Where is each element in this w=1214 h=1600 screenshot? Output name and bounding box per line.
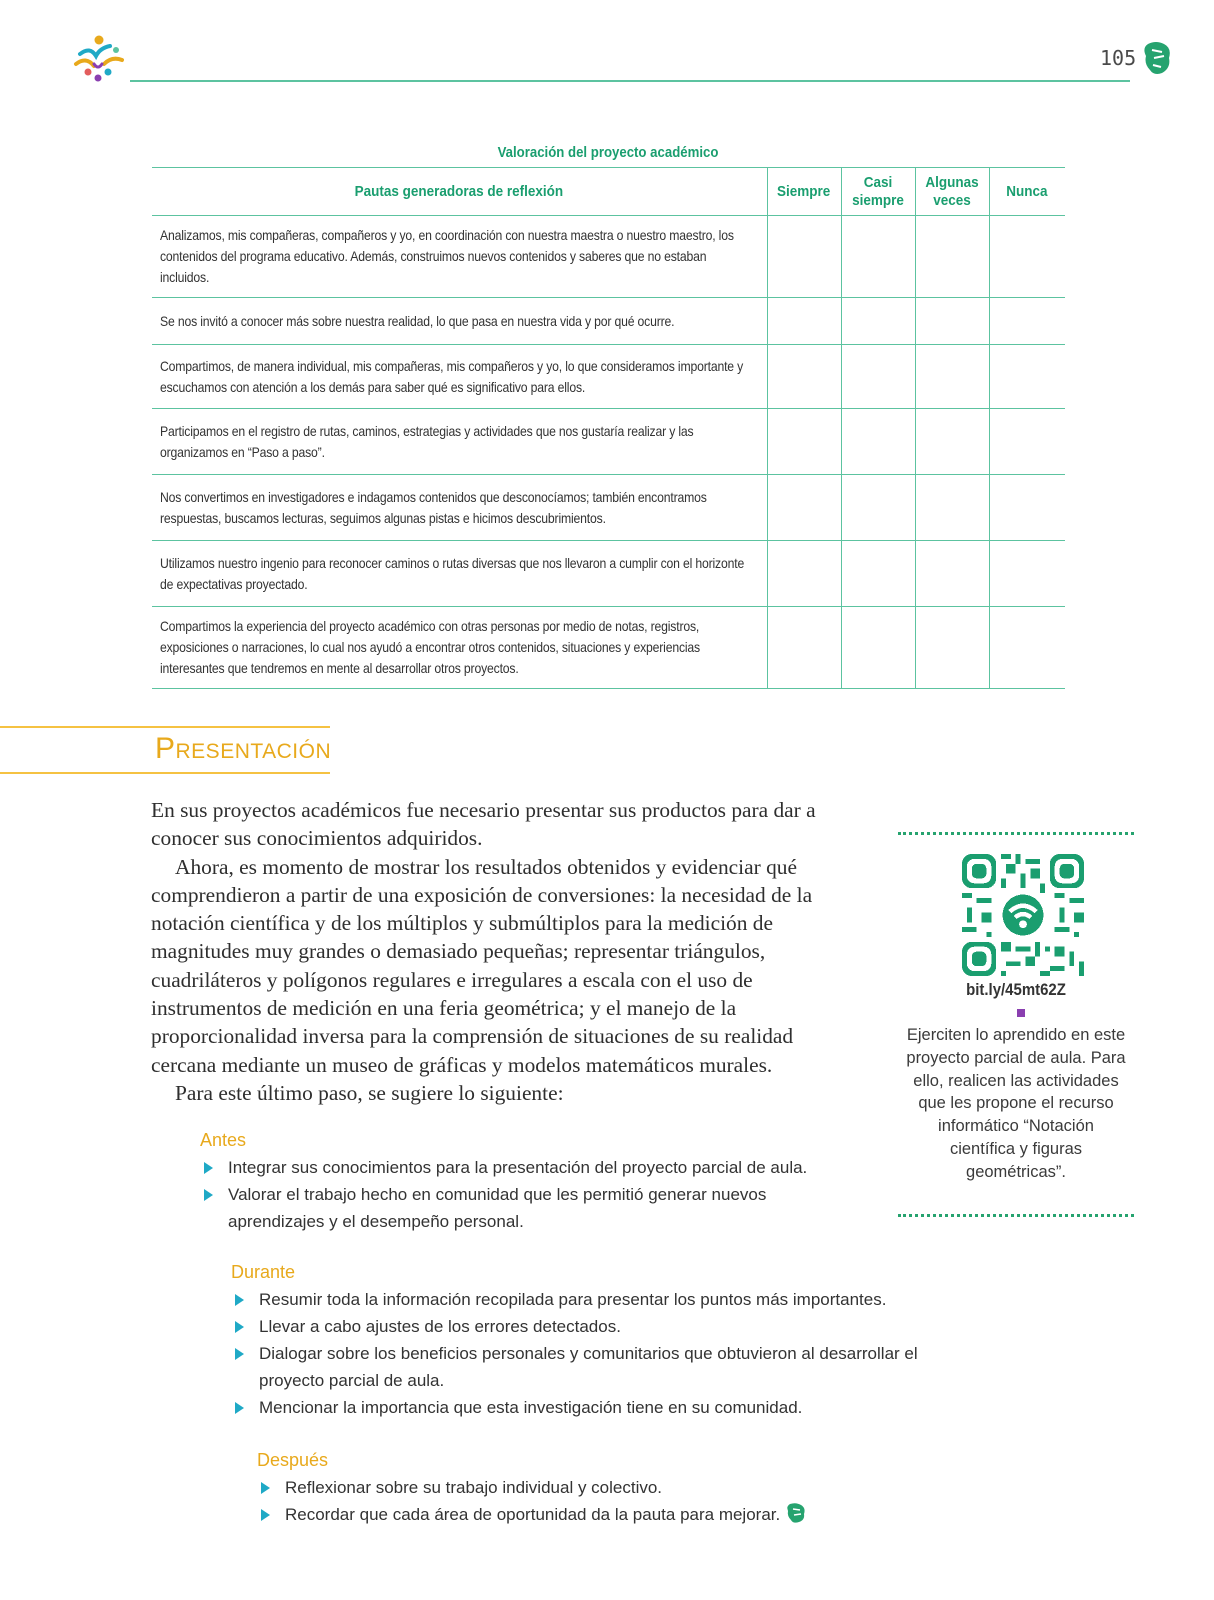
table-row [152,345,1065,409]
rating-cell-siempre[interactable] [767,475,841,541]
list-item: Mencionar la importancia que esta investigación tiene en su comunidad. [231,1394,951,1421]
rating-cell-casi-siempre[interactable] [841,541,915,607]
paragraph: Ahora, es momento de mostrar los resultados obtenidos y evidenciar qué comprendieron a partir de una exposición de conversiones: la necesidad de la notación científica y de los múltiplos y submúltiplos para la medición de magnitudes muy grandes o demasiado pequeñas; representar triángulos, cuadriláteros y polígonos regulares e irregulares a escala con el uso de instrumentos de medición en una feria geométrica; y el manejo de la proporcionalidad inversa para la comprensión de situaciones de su realidad cercana mediante un museo de gráficas y modelos matemáticos murales. [151,854,813,1077]
qr-code-icon[interactable] [962,854,1084,976]
rating-cell-casi-siempre[interactable] [841,475,915,541]
column-header-siempre: Siempre [767,168,841,216]
sidebar-divider-bottom [898,1214,1134,1217]
rating-cell-nunca[interactable] [989,475,1065,541]
step-despues [257,1450,877,1528]
triangle-bullet-icon [261,1482,270,1494]
rating-cell-nunca[interactable] [989,345,1065,409]
table-row [152,475,1065,541]
list-item: Dialogar sobre los beneficios personales y comunitarios que obtuvieron al desarrollar el proyecto parcial de aula. [231,1340,951,1394]
rating-cell-siempre[interactable] [767,345,841,409]
step-heading: Después [257,1450,329,1470]
table-row [152,607,1065,689]
table-title: Valoración del proyecto académico [497,144,719,161]
row-statement: Utilizamos nuestro ingenio para reconocer caminos o rutas diversas que nos llevaron a cumplir con el horizonte de expectativas proyectado. [152,541,767,607]
table-header-row [152,168,1065,216]
rating-cell-nunca[interactable] [989,409,1065,475]
row-statement: Analizamos, mis compañeras, compañeros y yo, en coordinación con nuestra maestra o nuestro maestro, los contenidos del programa educativo. Además, construimos nuevos contenidos y saberes que no estaban incluidos. [152,216,767,298]
section-rule-bottom [0,772,330,774]
row-statement: Nos convertimos en investigadores e indagamos contenidos que desconocíamos; también encontramos respuestas, buscamos lecturas, seguimos algunas pistas e hicimos descubrimientos. [152,475,767,541]
rating-cell-siempre[interactable] [767,216,841,298]
rating-cell-nunca[interactable] [989,298,1065,345]
rating-cell-casi-siempre[interactable] [841,216,915,298]
row-statement: Se nos invitó a conocer más sobre nuestra realidad, lo que pasa en nuestra vida y por qué ocurre. [152,298,767,345]
column-header-pautas: Pautas generadoras de reflexión [152,168,767,216]
triangle-bullet-icon [204,1189,213,1201]
page-number: 105 [1100,46,1137,70]
list-item: Resumir toda la información recopilada para presentar los puntos más importantes. [231,1286,951,1313]
rating-cell-algunas-veces[interactable] [915,541,989,607]
paragraph: En sus proyectos académicos fue necesario presentar sus productos para dar a conocer sus conocimientos adquiridos. [151,798,816,851]
rating-cell-algunas-veces[interactable] [915,345,989,409]
step-heading: Durante [231,1262,296,1282]
sidebar-text: Ejerciten lo aprendido en este proyecto parcial de aula. Para ello, realicen las actividades que les propone el recurso informático “Notación científica y figuras geométricas”. [906,1026,1126,1181]
header-rule [130,80,1130,82]
rating-cell-casi-siempre[interactable] [841,298,915,345]
step-durante [231,1262,951,1421]
rating-cell-nunca[interactable] [989,216,1065,298]
triangle-bullet-icon [235,1348,244,1360]
rating-cell-algunas-veces[interactable] [915,216,989,298]
row-statement: Participamos en el registro de rutas, caminos, estrategias y actividades que nos gustaría realizar y las organizamos en “Paso a paso”. [152,409,767,475]
triangle-bullet-icon [235,1402,244,1414]
triangle-bullet-icon [204,1162,213,1174]
list-item: Integrar sus conocimientos para la presentación del proyecto parcial de aula. [200,1154,850,1181]
table-row [152,298,1065,345]
rating-cell-algunas-veces[interactable] [915,298,989,345]
column-header-casi-siempre: Casi siempre [841,168,915,216]
rating-cell-algunas-veces[interactable] [915,409,989,475]
rating-cell-nunca[interactable] [989,607,1065,689]
assessment-table [152,167,1065,689]
triangle-bullet-icon [261,1509,270,1521]
table-row [152,541,1065,607]
step-heading: Antes [200,1130,247,1150]
green-splash-icon [786,1502,806,1524]
rating-cell-casi-siempre[interactable] [841,345,915,409]
column-header-algunas-veces: Algunas veces [915,168,989,216]
rating-cell-siempre[interactable] [767,298,841,345]
rating-cell-siempre[interactable] [767,409,841,475]
table-row [152,409,1065,475]
rating-cell-algunas-veces[interactable] [915,475,989,541]
body-text [151,796,851,1107]
triangle-bullet-icon [235,1294,244,1306]
list-item: Llevar a cabo ajustes de los errores detectados. [231,1313,951,1340]
resource-link[interactable]: bit.ly/45mt62Z [966,980,1066,999]
green-splash-icon [1142,40,1172,76]
paragraph: Para este último paso, se sugiere lo siguiente: [175,1080,564,1105]
rating-cell-casi-siempre[interactable] [841,409,915,475]
row-statement: Compartimos la experiencia del proyecto académico con otras personas por medio de notas, registros, exposiciones o narraciones, lo cual nos ayudó a encontrar otros contenidos, situaciones y experiencias interesantes que tendremos en mente al desarrollar otros proyectos. [152,607,767,689]
triangle-bullet-icon [235,1321,244,1333]
list-item: Reflexionar sobre su trabajo individual y colectivo. [257,1474,877,1501]
section-rule-top [0,726,330,728]
decorative-square [1017,1009,1025,1017]
step-antes [200,1130,850,1235]
rating-cell-nunca[interactable] [989,541,1065,607]
community-figures-logo-icon [70,34,126,84]
column-header-nunca: Nunca [989,168,1065,216]
rating-cell-siempre[interactable] [767,607,841,689]
list-item: Recordar que cada área de oportunidad da la pauta para mejorar. [257,1501,877,1528]
section-title: Presentación [155,732,332,765]
sidebar-divider-top [898,832,1134,835]
row-statement: Compartimos, de manera individual, mis compañeras, mis compañeros y yo, lo que consideramos importante y escuchamos con atención a los demás para saber qué es significativo para ellos. [152,345,767,409]
rating-cell-casi-siempre[interactable] [841,607,915,689]
rating-cell-algunas-veces[interactable] [915,607,989,689]
rating-cell-siempre[interactable] [767,541,841,607]
table-row [152,216,1065,298]
list-item: Valorar el trabajo hecho en comunidad que les permitió generar nuevos aprendizajes y el desempeño personal. [200,1181,850,1235]
